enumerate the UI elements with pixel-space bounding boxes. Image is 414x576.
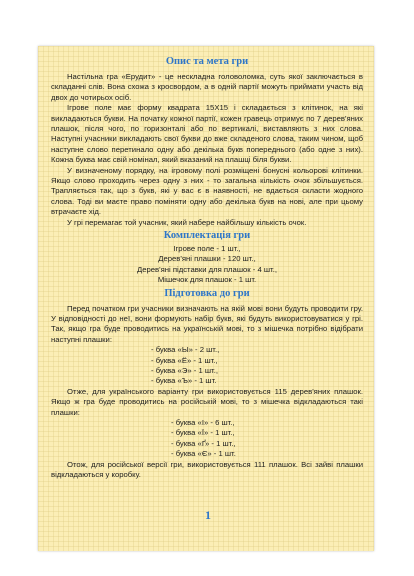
list-item: - буква «Ы» - 2 шт., bbox=[151, 345, 220, 355]
section-title-preparation: Підготовка до гри bbox=[164, 287, 250, 299]
paragraph: Перед початком гри учасники визначають на якій мові вони будуть проводити гру. У відповідності до неї, вони формують набір букв, які будуть використовуватися у грі. Так, якщо гра буде проводитись на українській мові, то з мішечка потрібно відібрати наступні плашки: bbox=[51, 303, 363, 344]
list-item: Ігрове поле - 1 шт., bbox=[173, 244, 241, 254]
contents-list bbox=[51, 244, 363, 286]
paragraph: Ігрове поле має форму квадрата 15Х15 і складається з клітинок, на які викладаються букви. На початку кожної партії, кожен гравець отримує по 7 дерев'яних плашок, після чого, по горизонталі або по вертикалі, виставляють з них слова. Наступні учасники викладають свої букви до вже складеного слова, таким чином, щоб наступне слово перетинало одну або декілька букв попереднього (або одне з них). Кожна буква має свій номінал, який вказаний на плашці біля букви. bbox=[51, 103, 363, 165]
section-title-contents: Комплектація гри bbox=[163, 230, 251, 242]
section-title-description: Опис та мета гри bbox=[165, 56, 249, 67]
paragraph: У визначеному порядку, на ігровому полі розміщені бонусні кольорові клітинки. Якщо слово проходить через одну з них - то загальна кількість очок збільшується. Трапляється так, що з букв, які у вас є в наявності, не вдається скласти жодного слова. Тоді ви маєте право поміняти одну або декілька букв на нові, але при цьому втрачаєте хід. bbox=[51, 165, 363, 217]
list-item: Дерев'яні підставки для плашок - 4 шт., bbox=[137, 264, 277, 274]
letters-list-russian bbox=[171, 418, 363, 460]
letters-list-ukrainian bbox=[151, 345, 363, 387]
list-item: - буква «Є» - 1 шт. bbox=[171, 449, 236, 459]
list-item: - буква «Ї» - 1 шт., bbox=[171, 428, 235, 438]
paragraph: Настільна гра «Ерудит» - це нескладна головоломка, суть якої заключається в складанні слів. Вона схожа з кросвордом, а в одній партії можуть приймати участь від двох до чотирьох осіб. bbox=[51, 72, 363, 102]
page-content bbox=[51, 55, 363, 480]
list-item: - буква «Ё» - 1 шт., bbox=[151, 355, 218, 365]
paragraph: Отже, для українського варіанту гри використовується 115 дерев'яних плашок. Якщо ж гра буде проводитись на російській мові, то з мішечка відкладаються такі плашки: bbox=[51, 386, 363, 417]
list-item: - буква «Ъ» - 1 шт. bbox=[151, 376, 217, 386]
list-item: - буква «І» - 6 шт., bbox=[171, 418, 235, 428]
paragraph: У грі перемагає той учасник, який набере найбільшу кількість очок. bbox=[67, 217, 307, 227]
list-item: Дерев'яні плашки - 120 шт., bbox=[158, 254, 256, 264]
list-item: - буква «Ґ» - 1 шт., bbox=[171, 438, 236, 448]
page-number: 1 bbox=[205, 508, 211, 522]
paragraph: Отож, для російської версії гри, використовується 111 плашок. Всі зайві плашки відкладаються у коробку. bbox=[51, 459, 363, 480]
list-item: - буква «Э» - 1 шт., bbox=[151, 366, 218, 376]
list-item: Мішечок для плашок - 1 шт. bbox=[157, 275, 257, 285]
